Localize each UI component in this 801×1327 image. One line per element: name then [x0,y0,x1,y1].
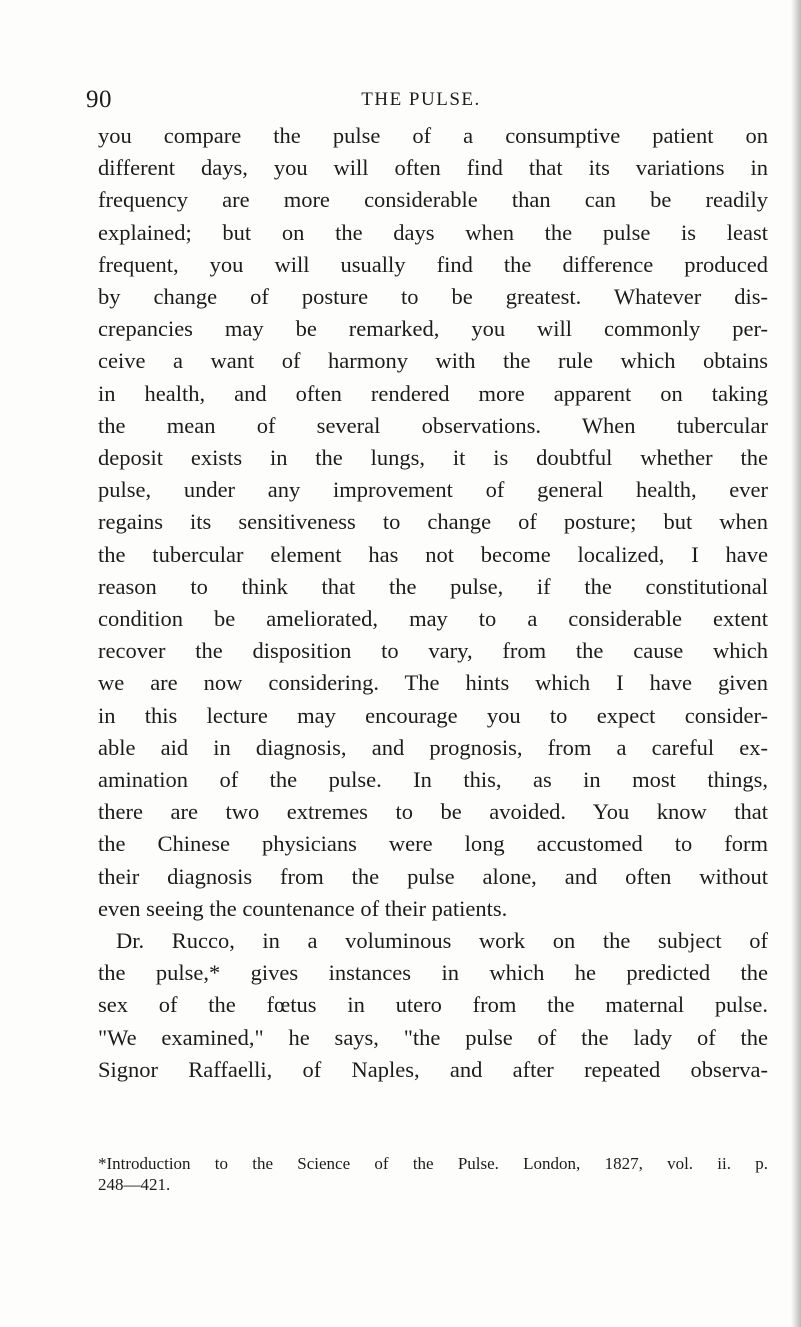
text-line: in health, and often rendered more apparent on taking [98,380,768,406]
page-number: 90 [86,86,112,113]
running-head: THE PULSE. [361,89,481,110]
footnote-line: 248—421. [98,1175,171,1194]
text-line: ceive a want of harmony with the rule which obtains [98,348,768,374]
text-line: recover the disposition to vary, from the cause which [98,638,768,664]
text-line: explained; but on the days when the pulse is least [98,219,768,245]
text-line: Signor Raffaelli, of Naples, and after repeated observa- [98,1056,768,1082]
page-header [86,86,756,116]
text-line: condition be ameliorated, may to a considerable extent [98,606,768,632]
text-line: pulse, under any improvement of general health, ever [98,477,768,503]
text-line: able aid in diagnosis, and prognosis, from a careful ex- [98,734,768,760]
text-line: regains its sensitiveness to change of posture; but when [98,509,768,535]
page-edge-shadow [791,0,801,1327]
text-line: the pulse,* gives instances in which he predicted the [98,960,768,986]
text-line: the tubercular element has not become localized, I have [98,541,768,567]
text-line: reason to think that the pulse, if the constitutional [98,573,768,599]
text-line: by change of posture to be greatest. Whatever dis- [98,284,768,310]
footnote-text: Introduction to the Science of the Pulse. London, 1827, vol. ii. p. [106,1154,768,1173]
text-line: the Chinese physicians were long accustomed to form [98,831,768,857]
text-line: there are two extremes to be avoided. You know that [98,799,768,825]
text-line: you compare the pulse of a consumptive patient on [98,123,768,148]
footnote-mark: * [98,1154,107,1173]
footnote-line [98,1153,768,1174]
text-line: we are now considering. The hints which I have given [98,670,768,696]
text-line: amination of the pulse. In this, as in most things, [98,767,768,793]
text-line: sex of the fœtus in utero from the maternal pulse. [98,992,768,1018]
text-line: their diagnosis from the pulse alone, and often without [98,863,768,889]
text-line-paragraph-start: Dr. Rucco, in a voluminous work on the subject of [116,928,768,954]
text-line: the mean of several observations. When tubercular [98,412,768,438]
text-line: deposit exists in the lungs, it is doubtful whether the [98,445,768,471]
text-line: different days, you will often find that its variations in [98,155,768,181]
text-line: crepancies may be remarked, you will commonly per- [98,316,768,342]
text-line-paragraph-end: even seeing the countenance of their patients. [98,895,508,921]
text-line: frequent, you will usually find the difference produced [98,251,768,277]
text-line: frequency are more considerable than can be readily [98,187,768,213]
text-line: "We examined," he says, "the pulse of the lady of the [98,1024,768,1050]
footnote [98,1153,768,1195]
body-text [98,120,768,1086]
text-line: in this lecture may encourage you to expect consider- [98,702,768,728]
